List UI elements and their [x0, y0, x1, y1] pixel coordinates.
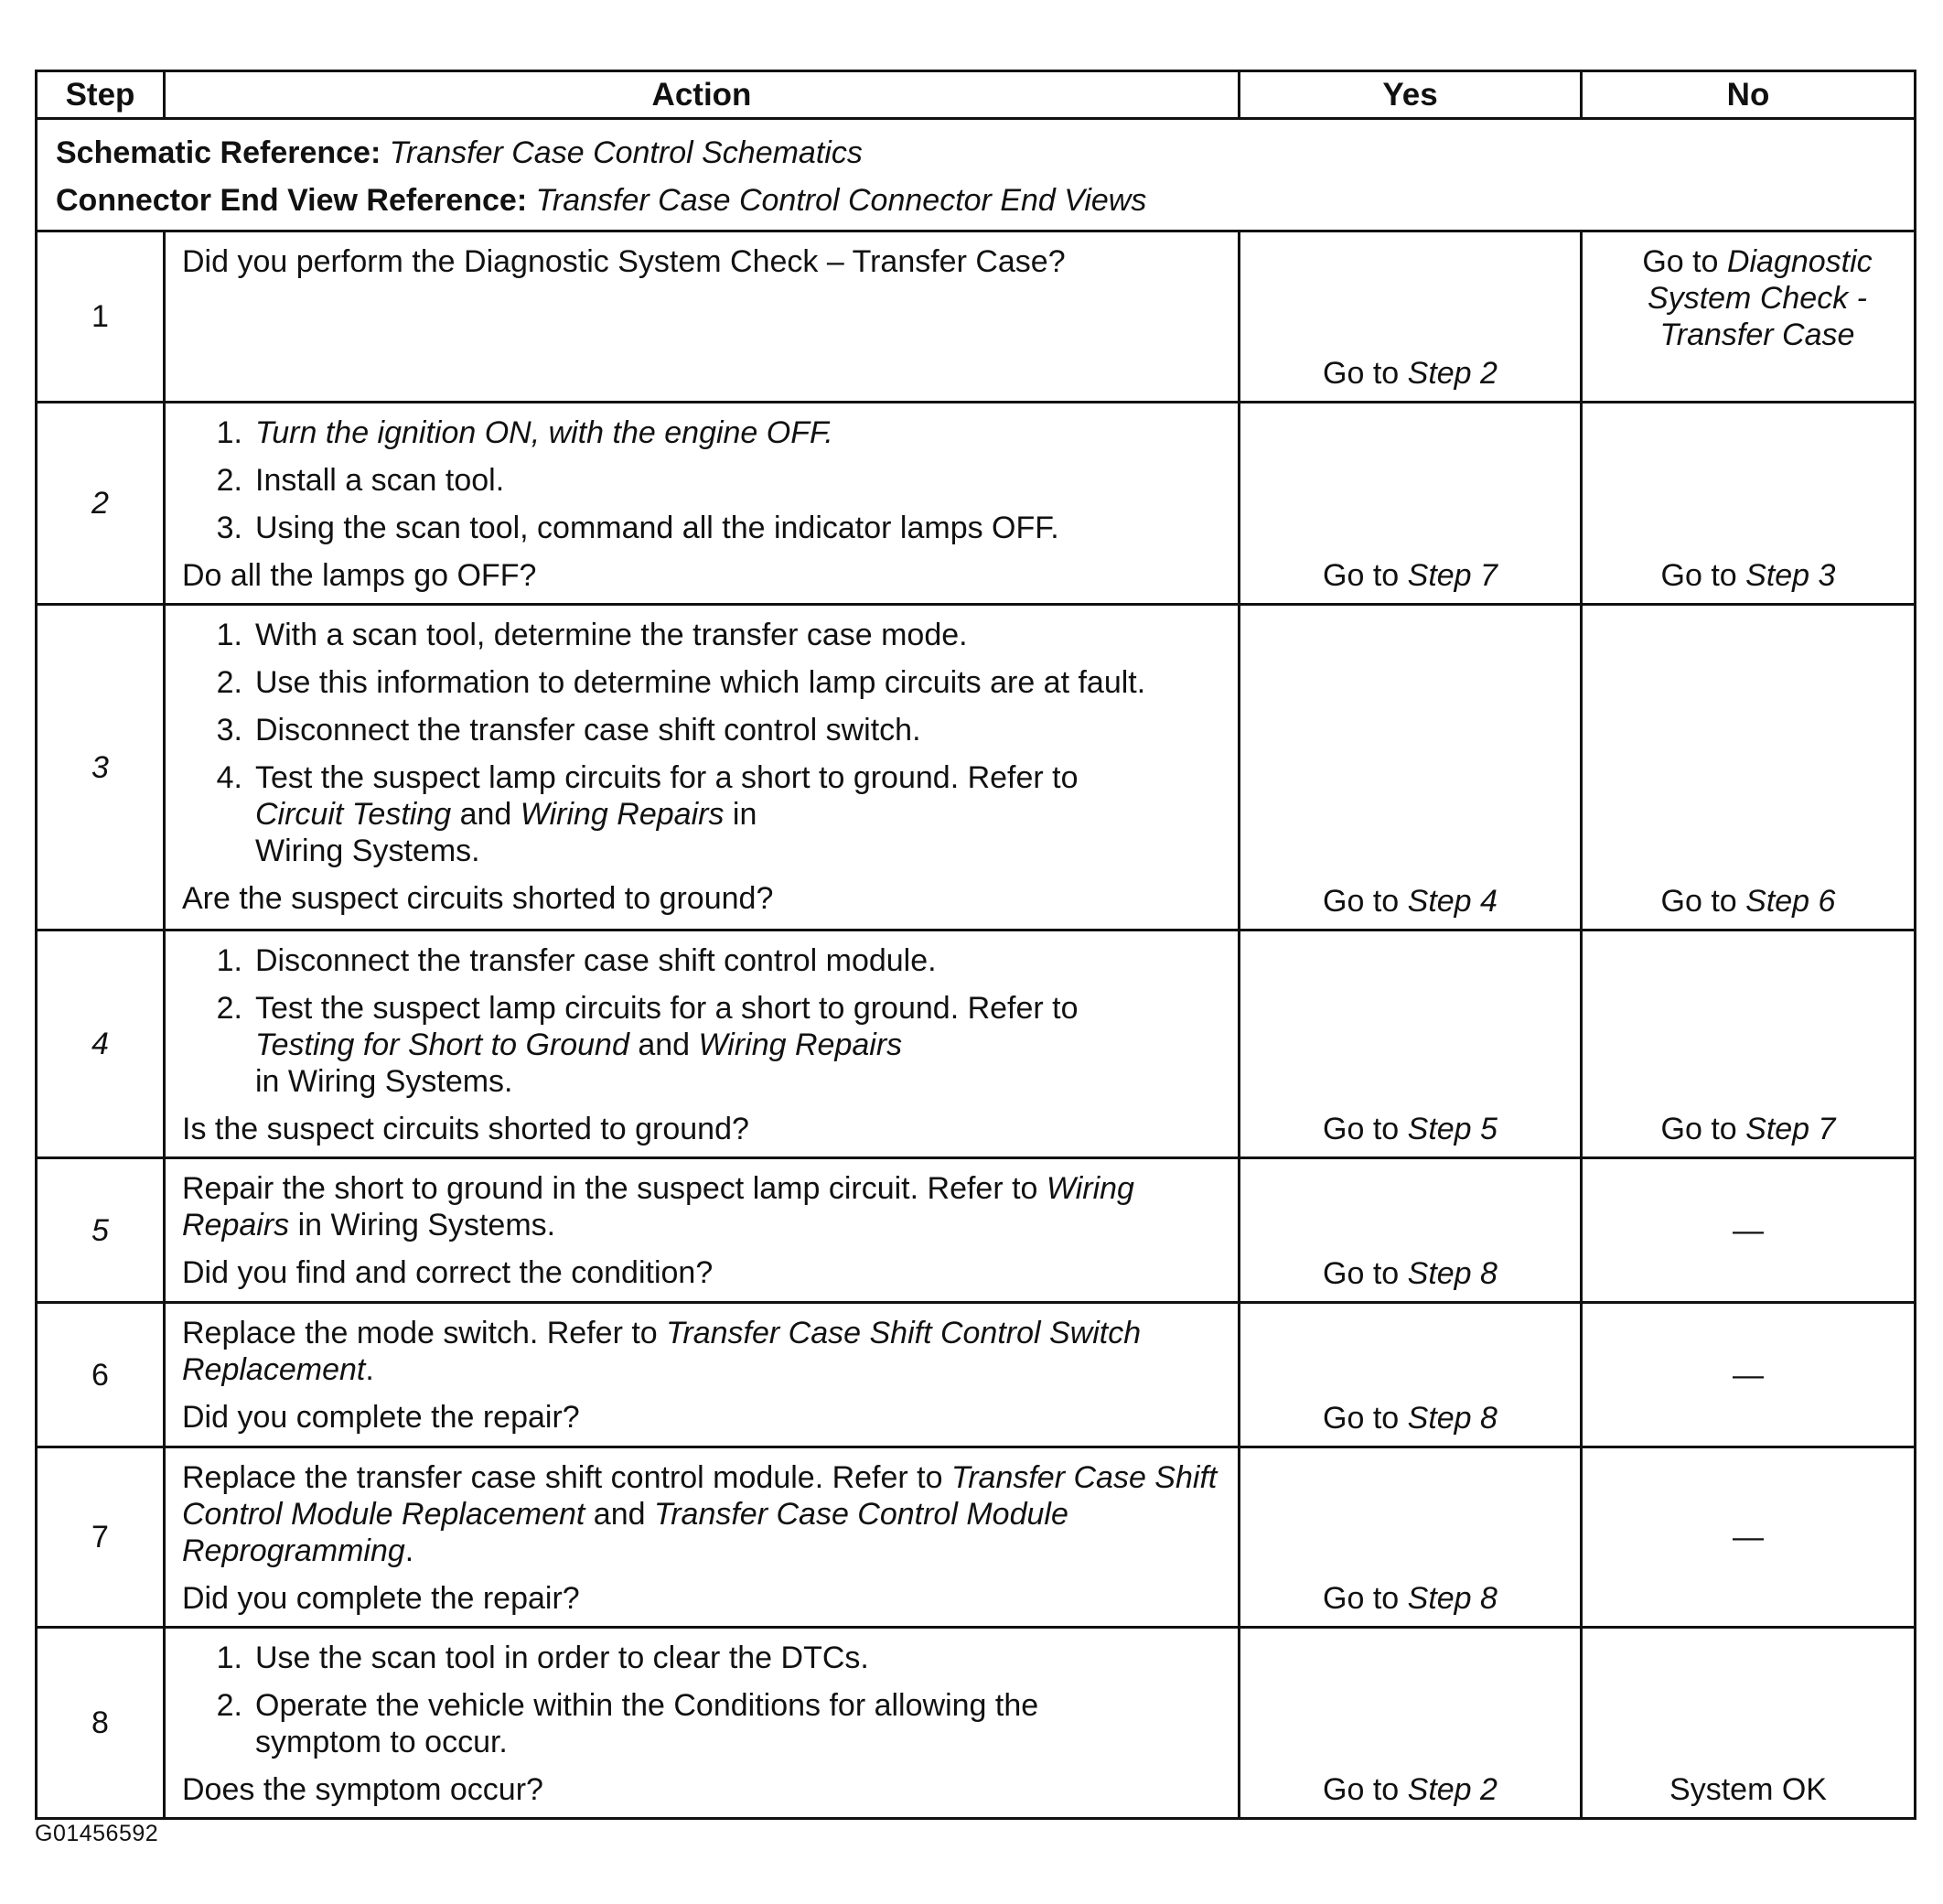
reference-row	[37, 119, 1916, 231]
item-number: 1.	[216, 1640, 242, 1675]
circuit-testing-link[interactable]: Circuit Testing	[255, 797, 452, 832]
list-item	[182, 664, 1223, 701]
item-text: Disconnect the transfer case shift control switch.	[255, 713, 921, 748]
action-cell	[165, 1158, 1240, 1303]
no-cell	[1582, 403, 1916, 605]
step-question: Did you complete the repair?	[182, 1400, 580, 1435]
step-row-5	[37, 1158, 1916, 1303]
step-question: Does the symptom occur?	[182, 1772, 543, 1807]
go-to-text: Go to	[1323, 884, 1408, 919]
no-step-link[interactable]: Diagnostic System Check - Transfer Case	[1648, 244, 1873, 352]
action-cell	[165, 1447, 1240, 1628]
item-text-main: Test the suspect lamp circuits for a short to ground. Refer to	[255, 760, 1079, 795]
instruction-text: Repair the short to ground in the suspect lamp circuit. Refer to	[182, 1171, 1047, 1206]
item-number: 4.	[216, 760, 242, 795]
instruction-text: in Wiring Systems.	[289, 1208, 556, 1242]
step-question: Is the suspect circuits shorted to ground?	[182, 1112, 749, 1146]
item-number: 2.	[216, 463, 242, 498]
yes-step-link[interactable]: Step 7	[1407, 558, 1498, 593]
step-number: 2	[37, 403, 165, 605]
step-instructions	[182, 617, 1223, 869]
yes-step-link[interactable]: Step 4	[1407, 884, 1498, 919]
step-row-1	[37, 231, 1916, 403]
item-number: 1.	[216, 943, 242, 978]
go-to-text: Go to	[1323, 1772, 1408, 1807]
step-instruction	[182, 1315, 1223, 1388]
go-to-text: Go to	[1660, 558, 1746, 593]
no-step-link[interactable]: Step 6	[1745, 884, 1836, 919]
yes-cell	[1240, 930, 1582, 1158]
wiring-repairs-link[interactable]: Wiring Repairs	[698, 1027, 903, 1062]
item-text: Use this information to determine which lamp circuits are at fault.	[255, 665, 1146, 700]
step-number: 6	[37, 1303, 165, 1447]
item-text-main: Test the suspect lamp circuits for a short to ground. Refer to	[255, 991, 1079, 1026]
connector-reference-link[interactable]: Transfer Case Control Connector End Views	[535, 183, 1147, 218]
step-row-3	[37, 605, 1916, 930]
reference-cell	[37, 119, 1916, 231]
step-row-8	[37, 1628, 1916, 1819]
no-step-link[interactable]: Step 3	[1745, 558, 1836, 593]
step-number: 8	[37, 1628, 165, 1819]
yes-cell	[1240, 1158, 1582, 1303]
action-cell	[165, 930, 1240, 1158]
item-number: 2.	[216, 665, 242, 700]
header-no: No	[1582, 71, 1916, 119]
no-cell	[1582, 930, 1916, 1158]
action-cell	[165, 403, 1240, 605]
no-cell	[1582, 231, 1916, 403]
yes-step-link[interactable]: Step 2	[1407, 1772, 1498, 1807]
step-question: Did you complete the repair?	[182, 1581, 580, 1616]
header-row	[37, 71, 1916, 119]
step-question: Did you find and correct the condition?	[182, 1255, 714, 1290]
instruction-text: .	[365, 1352, 374, 1387]
connector-word: and	[585, 1497, 654, 1532]
step-row-4	[37, 930, 1916, 1158]
schematic-reference-label: Schematic Reference:	[56, 135, 381, 170]
no-cell: —	[1582, 1303, 1916, 1447]
step-row-6	[37, 1303, 1916, 1447]
go-to-text: Go to	[1323, 1256, 1408, 1291]
header-yes: Yes	[1240, 71, 1582, 119]
item-text	[255, 759, 1223, 869]
step-instruction	[182, 1170, 1223, 1243]
item-text: Operate the vehicle within the Conditions for allowing the symptom to occur.	[255, 1688, 1039, 1759]
step-instructions	[182, 414, 1223, 546]
wiring-repairs-link[interactable]: Wiring Repairs	[182, 1171, 1134, 1242]
connector-reference-label: Connector End View Reference:	[56, 183, 528, 218]
testing-short-ground-link[interactable]: Testing for Short to Ground	[255, 1027, 629, 1062]
yes-cell	[1240, 1303, 1582, 1447]
schematic-reference-link[interactable]: Transfer Case Control Schematics	[389, 135, 863, 170]
go-to-text: Go to	[1323, 1581, 1408, 1616]
go-to-text: Go to	[1323, 1401, 1408, 1436]
yes-step-link[interactable]: Step 8	[1407, 1581, 1498, 1616]
go-to-text: Go to	[1642, 244, 1727, 279]
list-item	[182, 942, 1223, 979]
go-to-text: Go to	[1323, 1112, 1408, 1146]
go-to-text: Go to	[1660, 1112, 1746, 1146]
header-step: Step	[37, 71, 165, 119]
step-number: 1	[37, 231, 165, 403]
connector-word: in	[724, 797, 757, 832]
instruction-text: Replace the mode switch. Refer to	[182, 1316, 667, 1350]
step-number: 3	[37, 605, 165, 930]
step-instructions	[182, 942, 1223, 1100]
yes-cell	[1240, 1447, 1582, 1628]
list-item	[182, 759, 1223, 869]
action-cell	[165, 231, 1240, 403]
wiring-repairs-link[interactable]: Wiring Repairs	[520, 797, 725, 832]
item-number: 2.	[216, 991, 242, 1026]
list-item	[182, 990, 1223, 1100]
item-text: Turn the ignition ON, with the engine OFF.	[255, 415, 833, 450]
action-cell	[165, 1628, 1240, 1819]
diagnostic-table	[35, 70, 1916, 1820]
item-text: Use the scan tool in order to clear the DTCs.	[255, 1640, 869, 1675]
item-text: Disconnect the transfer case shift control module.	[255, 943, 937, 978]
action-cell	[165, 605, 1240, 930]
list-item	[182, 414, 1223, 451]
step-question: Do all the lamps go OFF?	[182, 558, 537, 593]
yes-step-link[interactable]: Step 5	[1407, 1112, 1498, 1146]
connector-word: and	[628, 1027, 699, 1062]
step-row-7	[37, 1447, 1916, 1628]
item-text: With a scan tool, determine the transfer case mode.	[255, 618, 968, 652]
step-number: 7	[37, 1447, 165, 1628]
item-number: 1.	[216, 415, 242, 450]
go-to-text: Go to	[1323, 558, 1408, 593]
list-item	[182, 1640, 1223, 1676]
item-text: Using the scan tool, command all the indicator lamps OFF.	[255, 511, 1059, 545]
yes-step-link[interactable]: Step 8	[1407, 1401, 1498, 1436]
no-step-link[interactable]: Step 7	[1745, 1112, 1836, 1146]
header-action: Action	[165, 71, 1240, 119]
step-number: 5	[37, 1158, 165, 1303]
yes-cell	[1240, 403, 1582, 605]
figure-id: G01456592	[35, 1821, 159, 1846]
item-number: 2.	[216, 1688, 242, 1723]
step-question: Are the suspect circuits shorted to ground?	[182, 881, 774, 916]
list-item	[182, 510, 1223, 546]
item-text	[255, 990, 1223, 1100]
step-question: Did you perform the Diagnostic System Check – Transfer Case?	[182, 244, 1066, 279]
instruction-text: Replace the transfer case shift control module. Refer to	[182, 1460, 951, 1495]
list-item	[182, 1687, 1223, 1760]
go-to-text: Go to	[1323, 356, 1408, 391]
module-reprogramming-link[interactable]: Transfer Case Control Module Reprogramming	[182, 1497, 1068, 1568]
instruction-text: .	[404, 1533, 414, 1568]
switch-replacement-link[interactable]: Transfer Case Shift Control Switch Replacement	[182, 1316, 1142, 1387]
no-cell: System OK	[1582, 1628, 1916, 1819]
step-number: 4	[37, 930, 165, 1158]
item-text: Install a scan tool.	[255, 463, 505, 498]
module-replacement-link[interactable]: Transfer Case Shift Control Module Replacement	[182, 1460, 1218, 1532]
step-instructions	[182, 1640, 1223, 1760]
item-text-tail: in Wiring Systems.	[255, 1064, 513, 1099]
item-number: 3.	[216, 713, 242, 748]
item-text-tail: Wiring Systems.	[255, 834, 480, 868]
list-item	[182, 462, 1223, 499]
action-cell	[165, 1303, 1240, 1447]
yes-cell	[1240, 605, 1582, 930]
item-number: 1.	[216, 618, 242, 652]
list-item	[182, 617, 1223, 653]
no-cell	[1582, 605, 1916, 930]
item-number: 3.	[216, 511, 242, 545]
yes-step-link[interactable]: Step 8	[1407, 1256, 1498, 1291]
no-cell: —	[1582, 1447, 1916, 1628]
yes-cell	[1240, 1628, 1582, 1819]
step-instruction	[182, 1459, 1223, 1569]
yes-cell	[1240, 231, 1582, 403]
go-to-text: Go to	[1660, 884, 1746, 919]
list-item	[182, 712, 1223, 748]
no-cell: —	[1582, 1158, 1916, 1303]
connector-word: and	[451, 797, 521, 832]
yes-step-link[interactable]: Step 2	[1407, 356, 1498, 391]
step-row-2	[37, 403, 1916, 605]
